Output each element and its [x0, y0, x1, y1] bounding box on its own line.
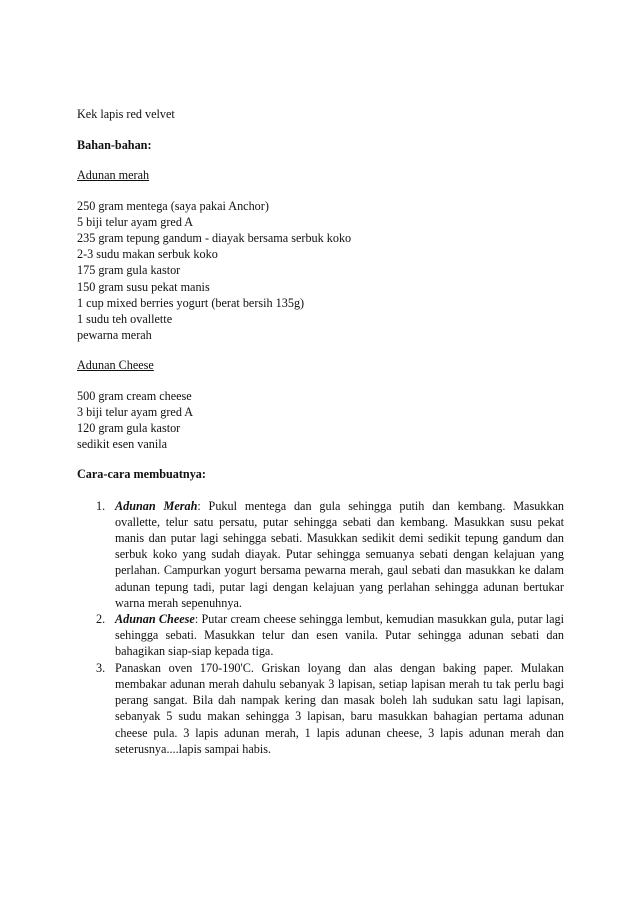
method-step [77, 498, 564, 611]
ingredients-heading: Bahan-bahan: [77, 138, 152, 153]
ingredient-item: pewarna merah [77, 328, 152, 343]
ingredient-item: 500 gram cream cheese [77, 388, 192, 403]
ingredient-item: 1 sudu teh ovallette [77, 312, 173, 327]
section-heading: Adunan Cheese [77, 358, 154, 373]
ingredient-item: 1 cup mixed berries yogurt (berat bersih 135g) [77, 295, 305, 310]
step-label: Adunan Merah [115, 498, 198, 513]
method-steps [77, 498, 564, 757]
method-step [77, 611, 564, 660]
step-number: 1. [96, 498, 106, 513]
step-text: Panaskan oven 170-190'C. Griskan loyang dan alas dengan baking paper. Mulakan membakar adunan merah dahulu sebanyak 3 lapisan, setiap lapisan merah tu tak perlu bagi perang sangat. Bila dah nampak kering dan masak boleh lah sudukan satu lagi lapisan, sebanyak 5 sudu makan sehingga 3 lapisan, baru masukkan bahagian pertama adunan cheese pula. 3 lapis adunan merah, 1 lapis adunan cheese, 3 lapis adunan merah dan seterusnya....lapis sampai habis. [115, 660, 564, 756]
method-heading: Cara-cara membuatnya: [77, 467, 206, 482]
section-heading: Adunan merah [77, 168, 150, 183]
ingredient-item: 2-3 sudu makan serbuk koko [77, 247, 218, 262]
section-cheese-batter [77, 357, 564, 452]
step-label: Adunan Cheese [115, 612, 195, 627]
ingredient-item: 235 gram tepung gandum - diayak bersama serbuk koko [77, 231, 352, 246]
ingredient-item: 3 biji telur ayam gred A [77, 404, 194, 419]
recipe-title: Kek lapis red velvet [77, 107, 175, 121]
ingredient-item: 150 gram susu pekat manis [77, 279, 210, 294]
step-text: : Putar cream cheese sehingga lembut, kemudian masukkan gula, putar lagi sehingga sebati. Masukkan telur dan esen vanila. Putar sehingga adunan sebati dan bahagikan siap-siap kepada tiga. [115, 612, 564, 659]
ingredient-item: 175 gram gula kastor [77, 263, 181, 278]
recipe-content [77, 106, 564, 757]
method-step [77, 660, 564, 757]
ingredient-item: 5 biji telur ayam gred A [77, 214, 194, 229]
step-number: 3. [96, 660, 106, 675]
step-text: : Pukul mentega dan gula sehingga putih dan kembang. Masukkan ovallette, telur satu persatu, putar sehingga sebati dan kembang. Masukkan susu pekat manis dan putar lagi sehingga sebati. Masukkan sedikit demi sedikit tepung gandum dan serbuk koko yang sudah diayak. Putar sehingga semuanya sebati dengan kelajuan yang perlahan. Campurkan yogurt bersama pewarna merah, gaul sebati dan masukkan ke dalam adunan tepung tadi, putar lagi dengan kelajuan yang perlahan sehingga adunan bertukar warna merah sepenuhnya. [115, 498, 564, 610]
ingredient-item: 250 gram mentega (saya pakai Anchor) [77, 198, 269, 213]
ingredient-item: 120 gram gula kastor [77, 421, 181, 436]
ingredient-item: sedikit esen vanila [77, 437, 168, 452]
step-number: 2. [96, 612, 106, 627]
section-red-batter [77, 167, 564, 343]
